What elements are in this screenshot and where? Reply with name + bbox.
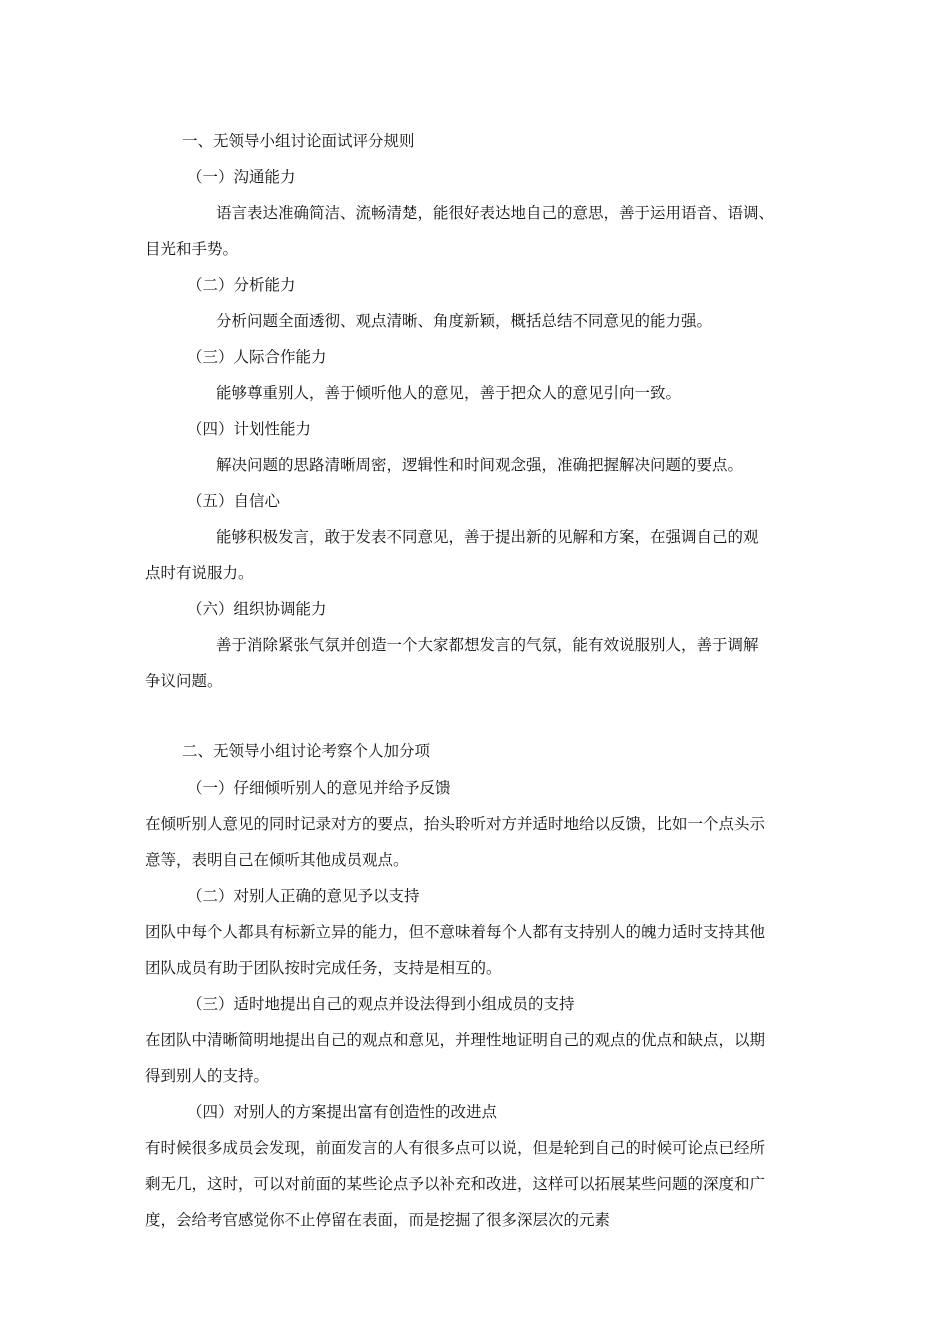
section-1-item-3-heading: （三）人际合作能力 [187,348,327,366]
section-1-item-5-heading: （五）自信心 [187,492,281,510]
section-2-item-1-text-line-2: 意等，表明自己在倾听其他成员观点。 [145,851,409,869]
section-1-item-2-heading: （二）分析能力 [187,276,296,294]
section-1-item-6-heading: （六）组织协调能力 [187,600,327,618]
section-1-item-5-text-line-2: 点时有说服力。 [145,564,254,582]
section-1-item-1-heading: （一）沟通能力 [187,168,296,186]
section-1-item-2-text-line-1: 分析问题全面透彻、观点清晰、角度新颖，概括总结不同意见的能力强。 [216,312,713,330]
section-1-item-4-text-line-1: 解决问题的思路清晰周密，逻辑性和时间观念强，准确把握解决问题的要点。 [216,456,744,474]
section-2-item-3-text-line-1: 在团队中清晰简明地提出自己的观点和意见，并理性地证明自己的观点的优点和缺点，以期 [145,1031,766,1049]
section-2-item-4-heading: （四）对别人的方案提出富有创造性的改进点 [187,1103,498,1121]
section-2-item-3-heading: （三）适时地提出自己的观点并设法得到小组成员的支持 [187,995,575,1013]
section-1-item-6-text-line-2: 争议问题。 [145,672,223,690]
section-1-item-6-text-line-1: 善于消除紧张气氛并创造一个大家都想发言的气氛，能有效说服别人，善于调解 [216,636,759,654]
section-1-item-5-text-line-1: 能够积极发言，敢于发表不同意见，善于提出新的见解和方案，在强调自己的观 [216,528,759,546]
section-2-item-2-text-line-2: 团队成员有助于团队按时完成任务，支持是相互的。 [145,959,502,977]
section-2-item-2-text-line-1: 团队中每个人都具有标新立异的能力，但不意味着每个人都有支持别人的魄力适时支持其他 [145,923,766,941]
section-2-item-4-text-line-3: 度，会给考官感觉你不止停留在表面，而是挖掘了很多深层次的元素 [145,1211,611,1229]
section-1-item-4-heading: （四）计划性能力 [187,420,312,438]
section-1-item-1-text-line-2: 目光和手势。 [145,240,239,258]
section-2-item-3-text-line-2: 得到别人的支持。 [145,1067,270,1085]
section-2-item-2-heading: （二）对别人正确的意见予以支持 [187,887,420,905]
section-1-item-1-text-line-1: 语言表达准确简洁、流畅清楚，能很好表达地自己的意思，善于运用语音、语调、 [216,204,775,222]
section-2-item-1-text-line-1: 在倾听别人意见的同时记录对方的要点，抬头聆听对方并适时地给以反馈，比如一个点头示 [145,815,766,833]
section-2-item-4-text-line-1: 有时候很多成员会发现，前面发言的人有很多点可以说，但是轮到自己的时候可论点已经所 [145,1139,766,1157]
section-2-item-4-text-line-2: 剩无几，这时，可以对前面的某些论点予以补充和改进，这样可以拓展某些问题的深度和广 [145,1175,766,1193]
section-1-title: 一、无领导小组讨论面试评分规则 [182,132,415,150]
section-1-item-3-text-line-1: 能够尊重别人，善于倾听他人的意见，善于把众人的意见引向一致。 [216,384,682,402]
section-2-title: 二、无领导小组讨论考察个人加分项 [182,742,431,760]
section-2-item-1-heading: （一）仔细倾听别人的意见并给予反馈 [187,779,451,797]
